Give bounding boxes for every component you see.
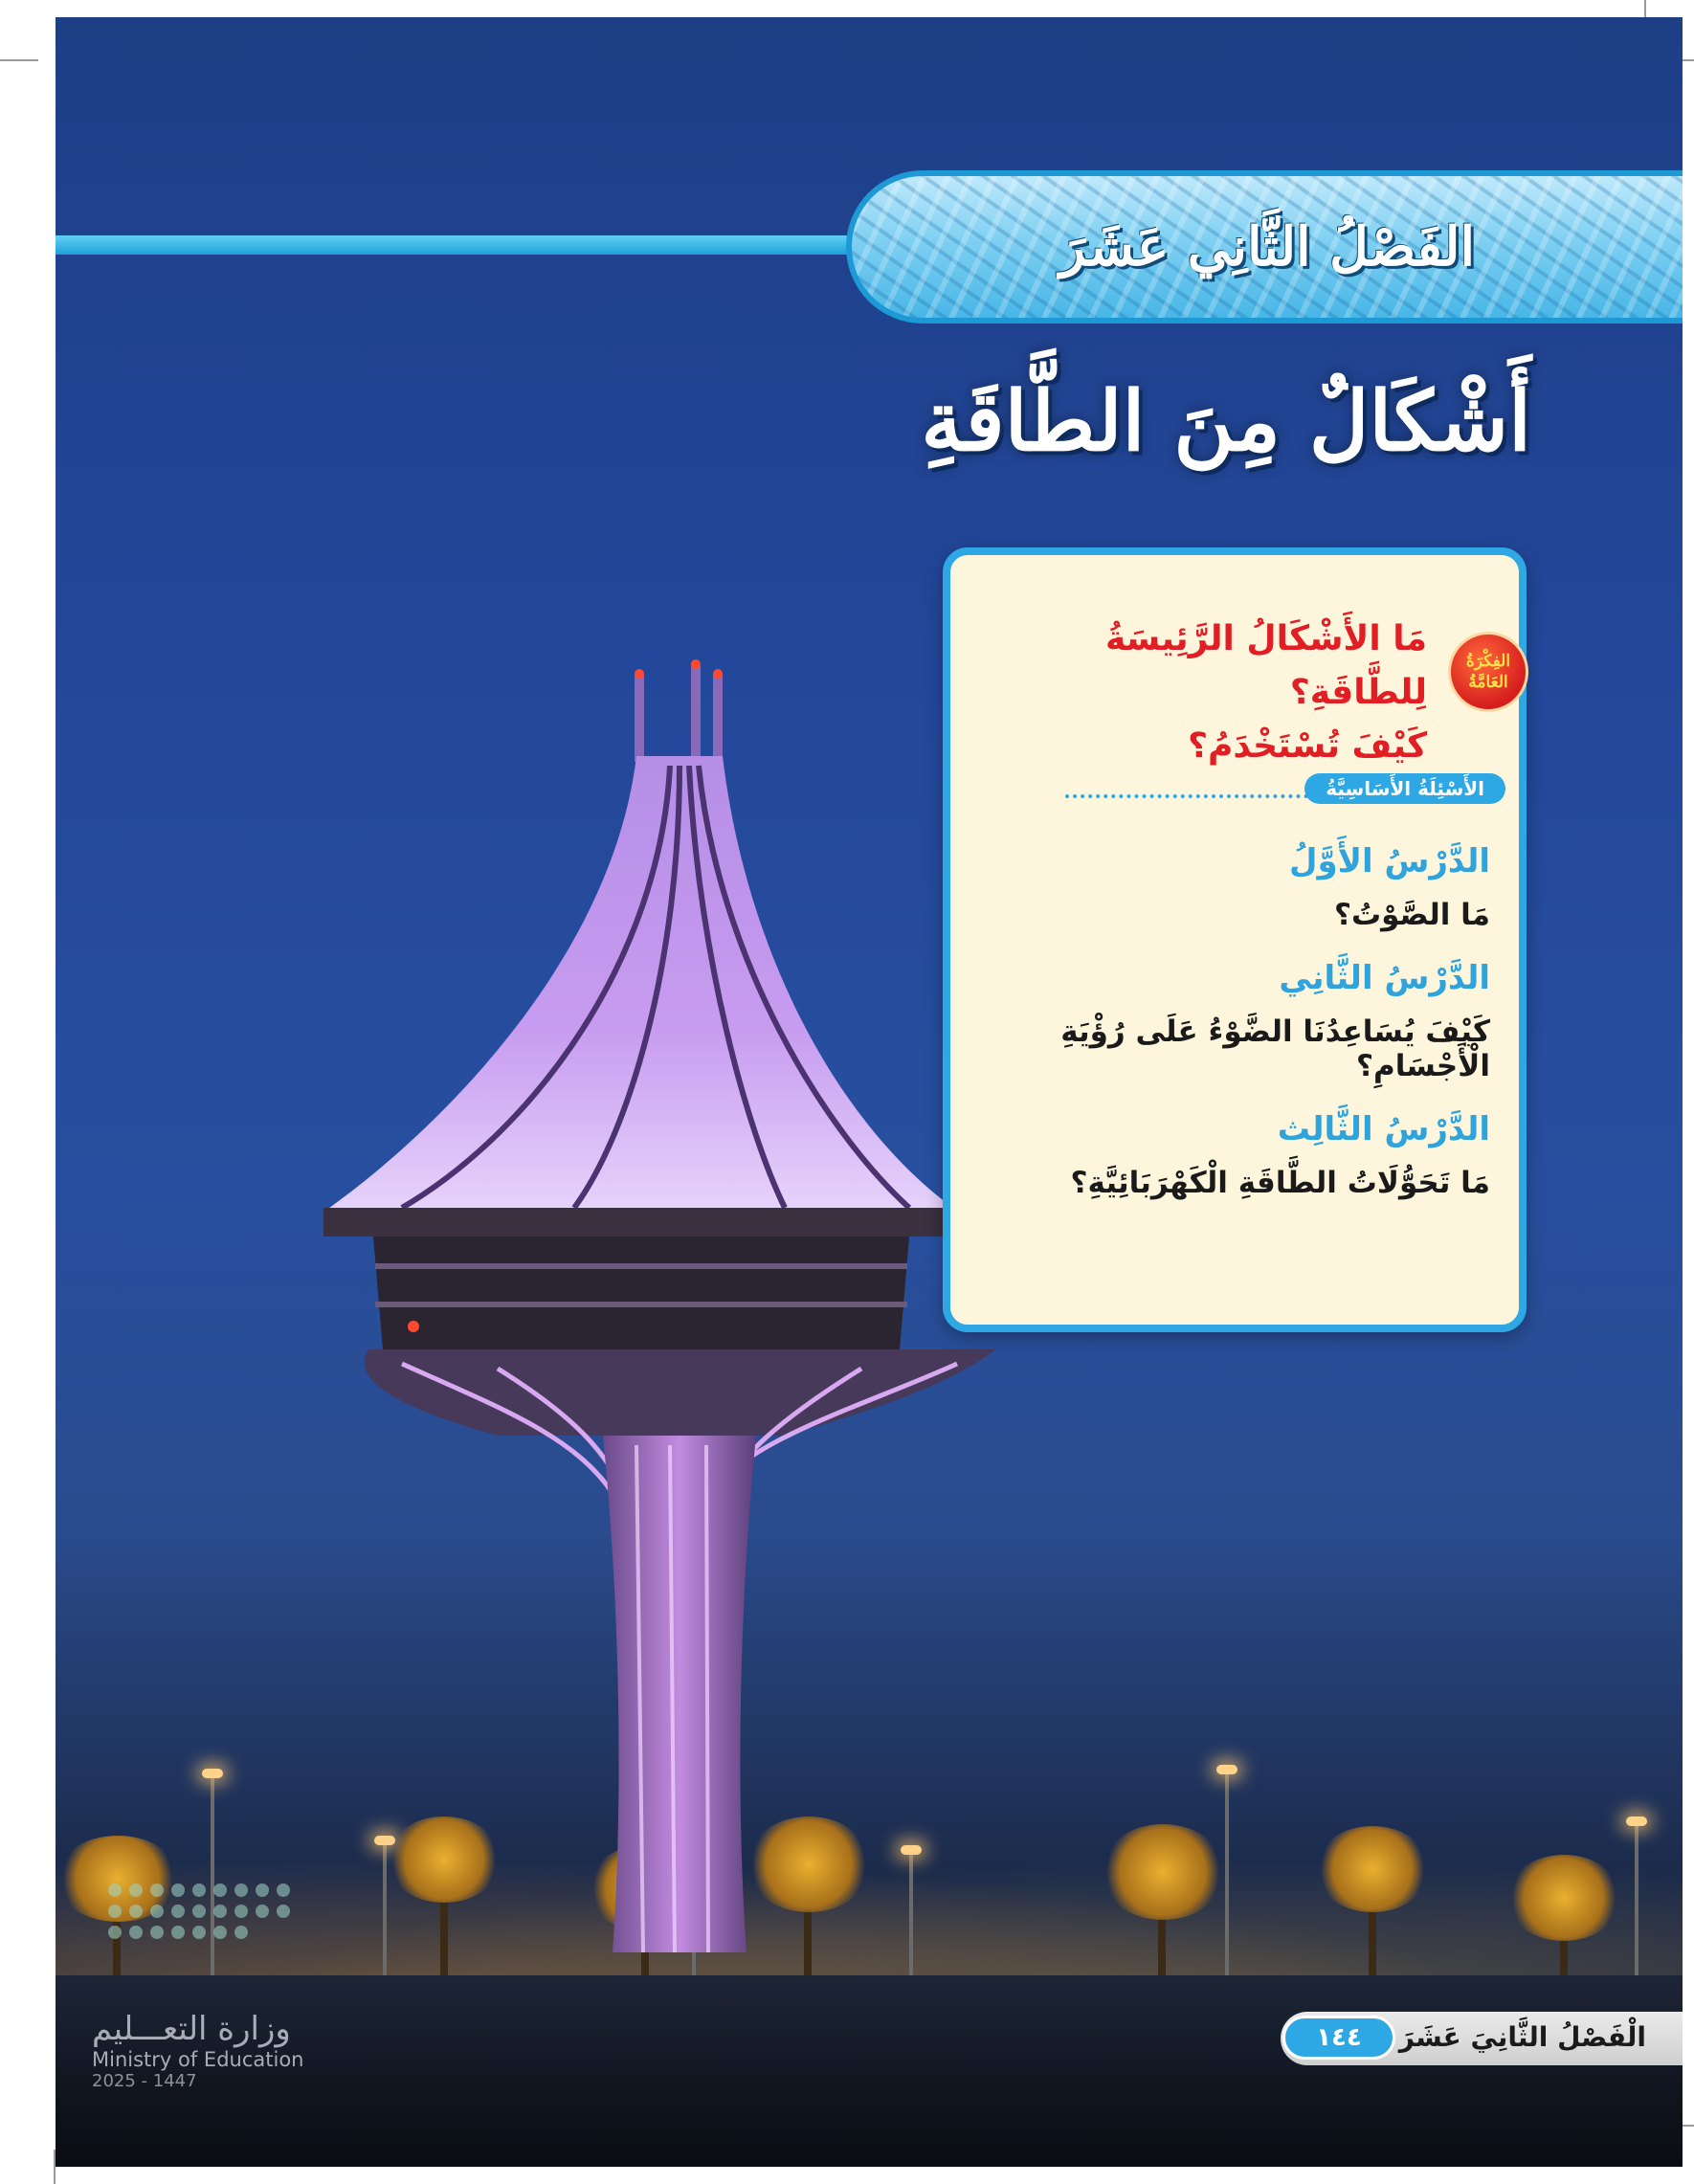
palm-crown [747,1816,871,1912]
big-idea-badge [1448,632,1528,712]
chapter-banner-line [56,235,859,255]
badge-line-2: العَامَّةُ [1468,673,1508,692]
essential-questions-header [1065,769,1505,812]
lesson-title: الدَّرْسُ الأَوَّلُ [1289,842,1490,880]
essential-questions-label: الأَسْئِلَةُ الأَسَاسِيَّةُ [1304,773,1505,804]
lesson-title: الدَّرْسُ الثَّانِي [1279,959,1490,997]
lesson-item [954,959,1490,1083]
palm-crown [1101,1824,1225,1920]
palm-crown [1315,1826,1430,1912]
palm-crown [588,1845,702,1931]
page-title: أَشْكَالٌ مِنَ الطَّاقَةِ [921,373,1531,470]
chapter-label: الفَصْلُ الثَّانِي عَشَرَ [1059,215,1476,279]
big-idea-question [968,613,1427,773]
ministry-year: 2025 - 1447 [92,2071,197,2091]
ministry-arabic: وزارة التعـــليم [92,2010,291,2048]
ministry-english: Ministry of Education [92,2048,304,2071]
big-idea-box [943,547,1527,1332]
lesson-question: كَيْفَ يُسَاعِدُنَا الضَّوْءُ عَلَى رُؤْيَةِ الْأَجْسَامِ؟ [1060,1014,1490,1083]
page-number: ١٤٤ [1282,2016,1395,2060]
ministry-logo-icon [96,1876,297,1943]
big-idea-question-line-1: مَا الأَشْكَالُ الرَّئِيسَةُ لِلطَّاقَةِ؟ [1104,619,1427,712]
lessons-list [954,842,1490,1227]
palm-crown [387,1816,502,1903]
lesson-title: الدَّرْسُ الثَّالِث [1277,1110,1490,1148]
palm-crown [1506,1855,1621,1941]
ministry-watermark [92,2010,322,2091]
lesson-item [954,1110,1490,1200]
lesson-question: مَا تَحَوُّلَاتُ الطَّاقَةِ الْكَهْرَبَائِيَّةِ؟ [1070,1166,1490,1200]
lesson-item [954,842,1490,932]
footer-chapter-label: الْفَصْلُ الثَّانِيَ عَشَرَ [1398,2021,1646,2053]
chapter-banner [846,170,1683,323]
lesson-question: مَا الصَّوْتُ؟ [1333,898,1490,932]
badge-line-1: الفِكْرَةُ [1465,652,1511,671]
crop-mark [0,59,38,61]
dotted-divider [1065,794,1324,798]
big-idea-question-line-2: كَيْفَ تُسْتَخْدَمُ؟ [1188,726,1427,766]
